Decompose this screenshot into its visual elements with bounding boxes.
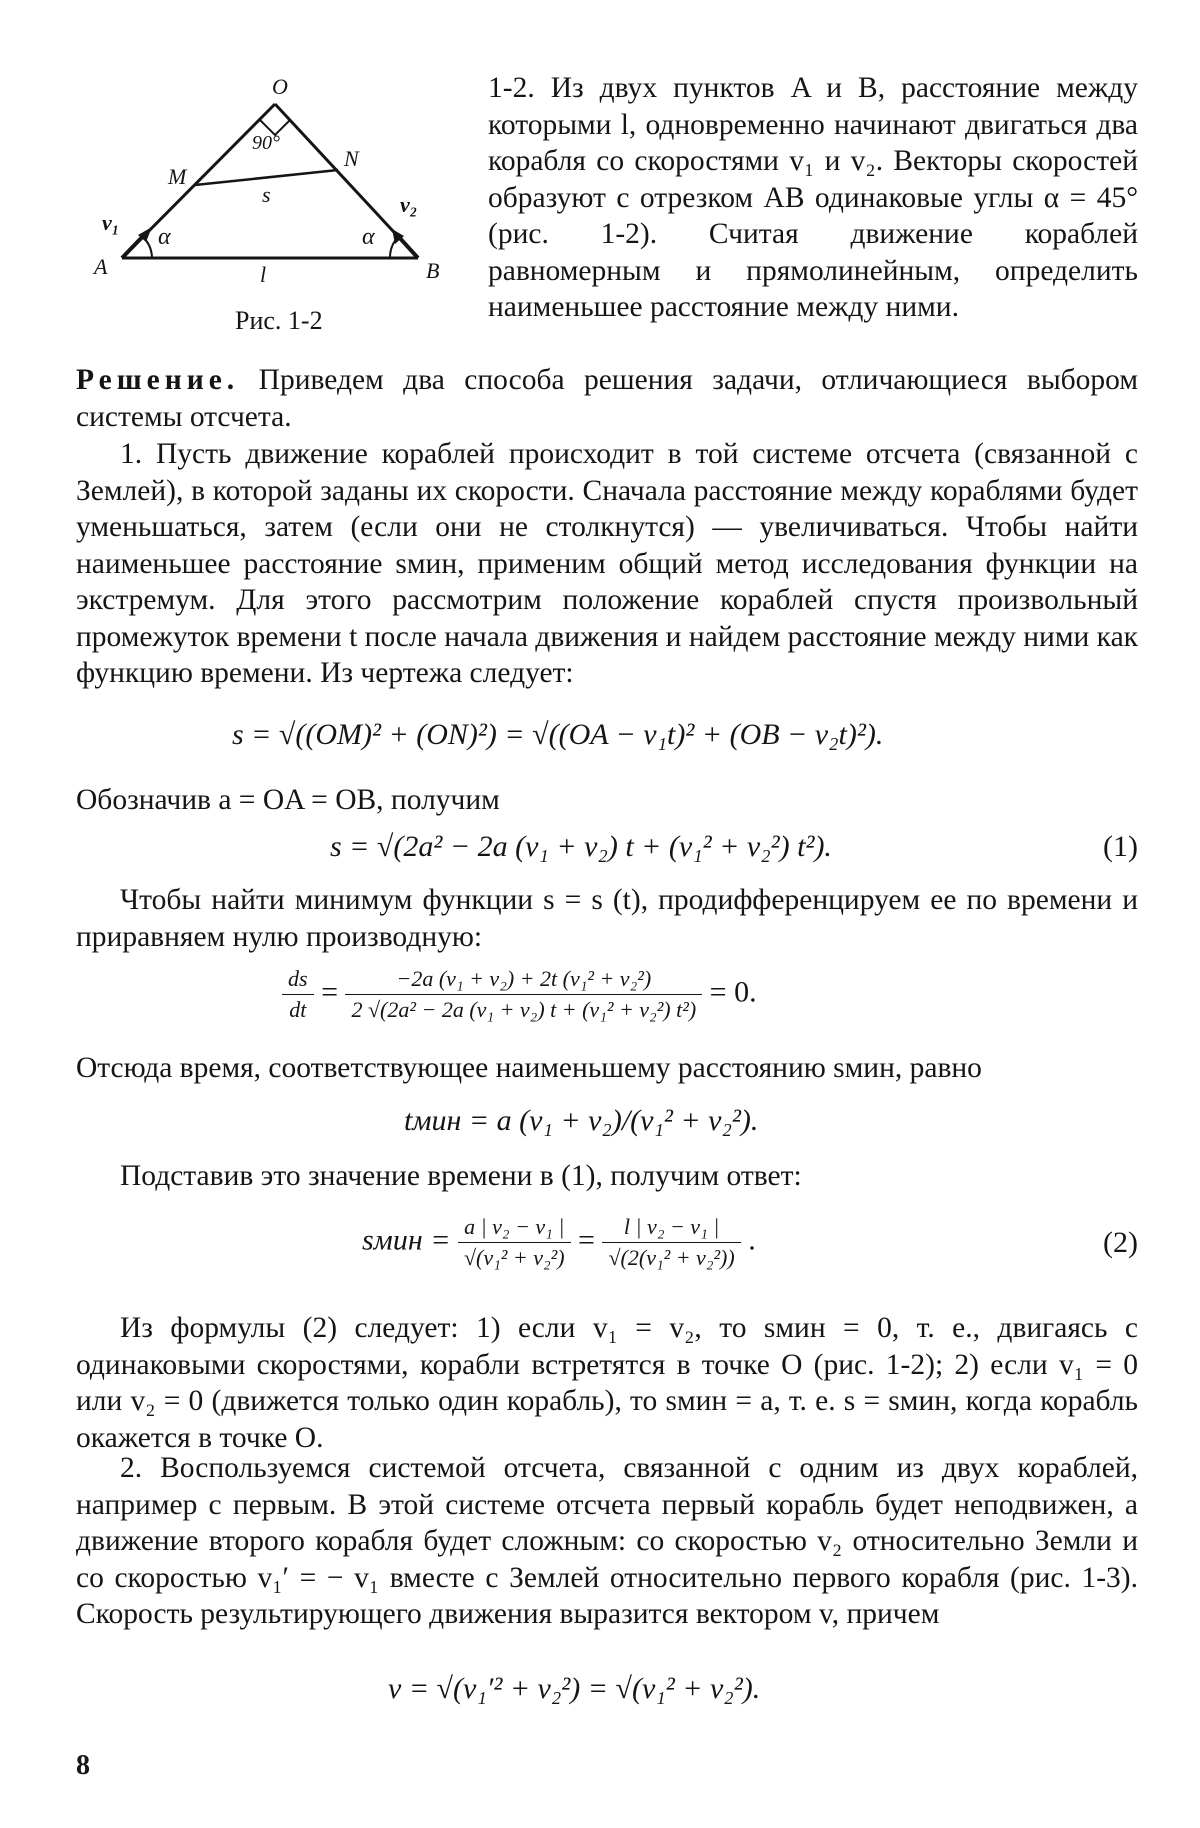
label-n: N (344, 146, 359, 171)
equation-number-1: (1) (1103, 830, 1138, 863)
label-v2: v₂ (400, 192, 418, 217)
formula-1: s = √((OM)² + (ON)²) = √((OA − v₁t)² + (OB − v₂t)²). (232, 718, 884, 751)
label-l: l (260, 262, 267, 287)
formula-2: s = √(2a² − 2a (v₁ + v₂) t + (v₁² + v₂²) t²). (330, 830, 832, 863)
derivative-rhs-den: 2 √(2a² − 2a (v₁ + v₂) t + (v₁² + v₂²) t²) (351, 997, 697, 1022)
derivative-lhs-den: dt (289, 997, 307, 1022)
label-angle-90: 90° (252, 132, 280, 154)
equation-number-2: (2) (1103, 1226, 1138, 1259)
answer-num-1: a | v₂ − v₁ | (458, 1214, 571, 1243)
paragraph-3: Чтобы найти минимум функции s = s (t), продифференцируем ее по времени и приравняем нулю производную: (76, 884, 1138, 953)
triangle-diagram (100, 82, 445, 297)
label-o: O (272, 74, 288, 99)
problem-statement: 1-2. Из двух пунктов A и B, расстояние между которыми l, одновременно начинают двигаться два корабля со скоростями v₁ и v₂. Векторы скоростей образуют с отрезком AB одинаковые углы α = 45° (рис. 1-2). Считая движение кораблей равномерным и прямолинейным, определить наименьшее расстояние между ними. (488, 72, 1138, 323)
figure-caption: Рис. 1-2 (235, 306, 323, 335)
answer-fraction-1 (458, 1214, 571, 1271)
label-alpha-left: α (158, 224, 171, 250)
label-s: s (262, 182, 271, 207)
paragraph-5: Подставив это значение времени в (1), получим ответ: (120, 1160, 802, 1192)
answer-fraction-2 (602, 1214, 740, 1271)
figure-1-2 (94, 74, 445, 335)
answer-num-2: l | v₂ − v₁ | (602, 1214, 740, 1243)
answer-den-1: √(v₁² + v₂²) (463, 1245, 565, 1270)
page-number: 8 (76, 1750, 90, 1781)
label-b: B (426, 258, 440, 283)
formula-6: v = √(v₁′² + v₂²) = √(v₁² + v₂²). (388, 1672, 761, 1705)
paragraph-2: Обозначив a = OA = OB, получим (76, 784, 500, 816)
paragraph-4: Отсюда время, соответствующее наименьшему расстоянию sмин, равно (76, 1052, 982, 1084)
solution-intro (76, 362, 1138, 435)
formula-4: tмин = a (v₁ + v₂)/(v₁² + v₂²). (404, 1104, 759, 1137)
formula-3: $\frac{ds}{dt}$ = $\frac{\text{−2a (v₁ + v₂) + 2t (v₁² + v₂²)}}{\text{2 √(2a² − 2a (v₁ + v₂) t + (v₁² + v₂²) t²)}}$ = 0. (282, 966, 757, 1023)
paragraph-6: Из формулы (2) следует: 1) если v₁ = v₂, то sмин = 0, т. е., двигаясь с одинаковыми скоростями, корабли встретятся в точке O (рис. 1-2); 2) если v₁ = 0 или v₂ = 0 (движется только один корабль), то sмин = a, т. е. s = sмин, когда корабль окажется в точке O. (76, 1312, 1138, 1454)
derivative-rhs-num: −2a (v₁ + v₂) + 2t (v₁² + v₂²) (345, 966, 702, 995)
smin-lhs: sмин = (362, 1223, 451, 1257)
formula-5: sмин = $\frac{\text{a | v₂ − v₁ |}}{\text{√(v₁² + v₂²)}}$ = $\frac{\text{l | v₂ − v₁ |}}{\text{√(2(v₁² + v₂²))}}$ . (362, 1214, 756, 1270)
label-v1: v₁ (102, 210, 120, 235)
label-m: M (168, 164, 187, 189)
label-alpha-right: α (362, 224, 375, 250)
answer-den-2: √(2(v₁² + v₂²)) (608, 1245, 735, 1270)
solution-label: Решение. (76, 364, 240, 396)
derivative-lhs-num: ds (282, 966, 314, 995)
solution-intro-text: Приведем два способа решения задачи, отличающиеся выбором системы отсчета. (76, 364, 1138, 433)
paragraph-1: 1. Пусть движение кораблей происходит в той системе отсчета (связанной с Землей), в которой заданы их скорости. Сначала расстояние между кораблями будет уменьшаться, затем (если они не столкнутся) — увеличиваться. Чтобы найти наименьшее расстояние sмин, применим общий метод исследования функции на экстремум. Для этого рассмотрим положение кораблей спустя произвольный промежуток времени t после начала движения и найдем расстояние между ними как функцию времени. Из чертежа следует: (76, 438, 1138, 689)
derivative-rhs (345, 966, 702, 1023)
derivative-lhs (282, 966, 314, 1023)
derivative-equals-zero: = 0. (709, 975, 757, 1009)
paragraph-7: 2. Воспользуемся системой отсчета, связанной с одним из двух кораблей, например с первым. В этой системе отсчета первый корабль будет неподвижен, а движение второго корабля будет сложным: со скоростью v₂ относительно Земли и со скоростью v₁′ = − v₁ вместе с Землей относительно первого корабля (рис. 1-3). Скорость результирующего движения выразится вектором v, причем (76, 1452, 1138, 1630)
label-a: A (94, 254, 108, 279)
